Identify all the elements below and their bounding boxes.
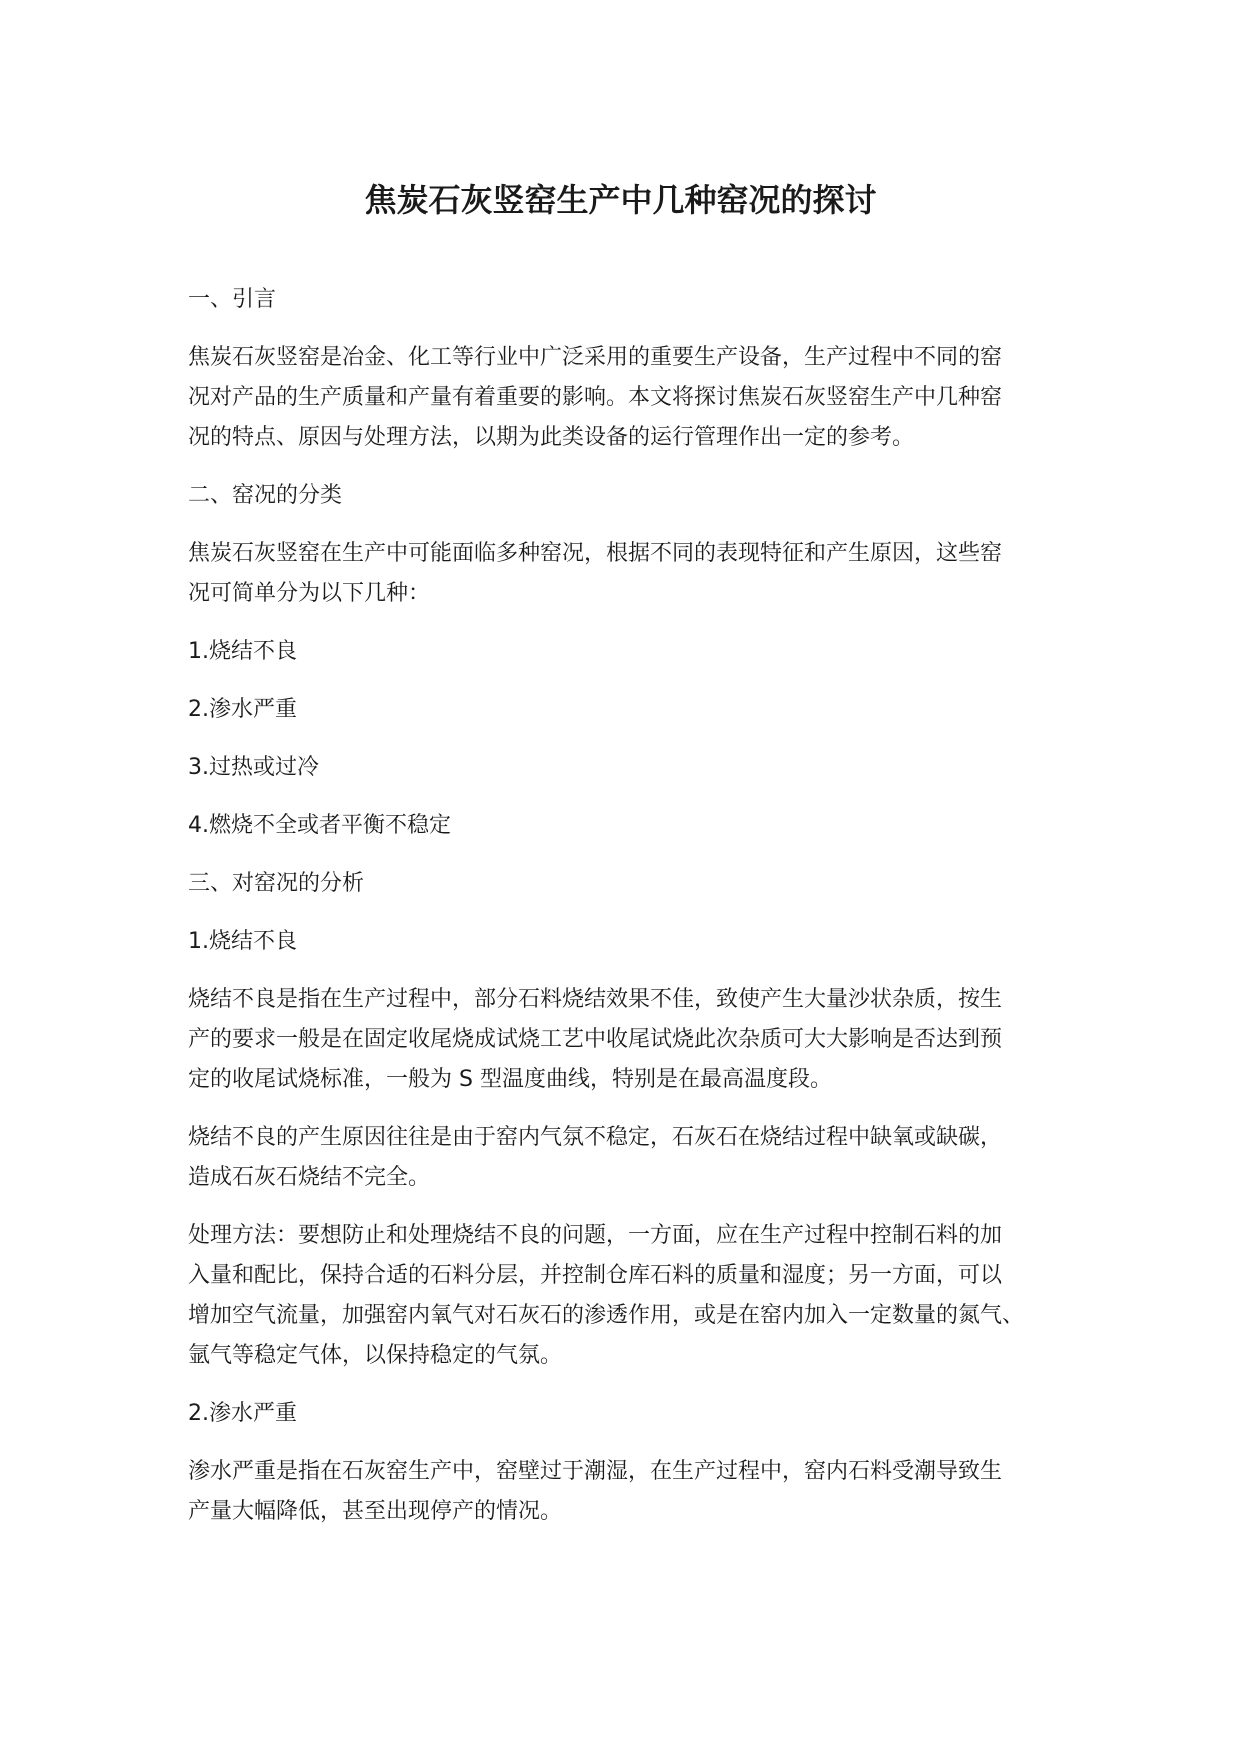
list-item: 3.过热或过冷 [188,755,319,780]
subsection-heading: 1.烧结不良 [188,929,297,954]
subsection-heading: 2.渗水严重 [188,1401,297,1426]
paragraph: 焦炭石灰竖窑是冶金、化工等行业中广泛采用的重要生产设备，生产过程中不同的窑 况对产品的生产质量和产量有着重要的影响。本文将探讨焦炭石灰竖窑生产中几种窑 况的特点、原因与处理方法，以期为此类设备的运行管理作出一定的参考。 [188,345,1003,450]
paragraph: 处理方法：要想防止和处理烧结不良的问题，一方面，应在生产过程中控制石料的加 入量和配比，保持合适的石料分层，并控制仓库石料的质量和湿度；另一方面，可以 增加空气流量，加强窑内氧气对石灰石的渗透作用，或是在窑内加入一定数量的氮气、 氩气等稳定气体，以保持稳定的气氛。 [188,1223,1025,1368]
section-heading-analysis: 三、对窑况的分析 [188,871,365,896]
list-item: 4.燃烧不全或者平衡不稳定 [188,813,451,838]
document-body [188,280,1068,1550]
paragraph: 焦炭石灰竖窑在生产中可能面临多种窑况，根据不同的表现特征和产生原因，这些窑 况可简单分为以下几种： [188,541,1003,606]
section-heading-classification: 二、窑况的分类 [188,483,343,508]
section-heading-intro: 一、引言 [188,287,277,312]
list-item: 2.渗水严重 [188,697,297,722]
paragraph: 烧结不良的产生原因往往是由于窑内气氛不稳定，石灰石在烧结过程中缺氧或缺碳， 造成石灰石烧结不完全。 [188,1125,1003,1190]
paragraph: 烧结不良是指在生产过程中，部分石料烧结效果不佳，致使产生大量沙状杂质，按生 产的要求一般是在固定收尾烧成试烧工艺中收尾试烧此次杂质可大大影响是否达到预 定的收尾试烧标准，一般为 S 型温度曲线，特别是在最高温度段。 [188,987,1003,1092]
document-title: 焦炭石灰竖窑生产中几种窑况的探讨 [364,181,877,219]
list-item: 1.烧结不良 [188,639,297,664]
paragraph: 渗水严重是指在石灰窑生产中，窑壁过于潮湿，在生产过程中，窑内石料受潮导致生 产量大幅降低，甚至出现停产的情况。 [188,1459,1003,1524]
